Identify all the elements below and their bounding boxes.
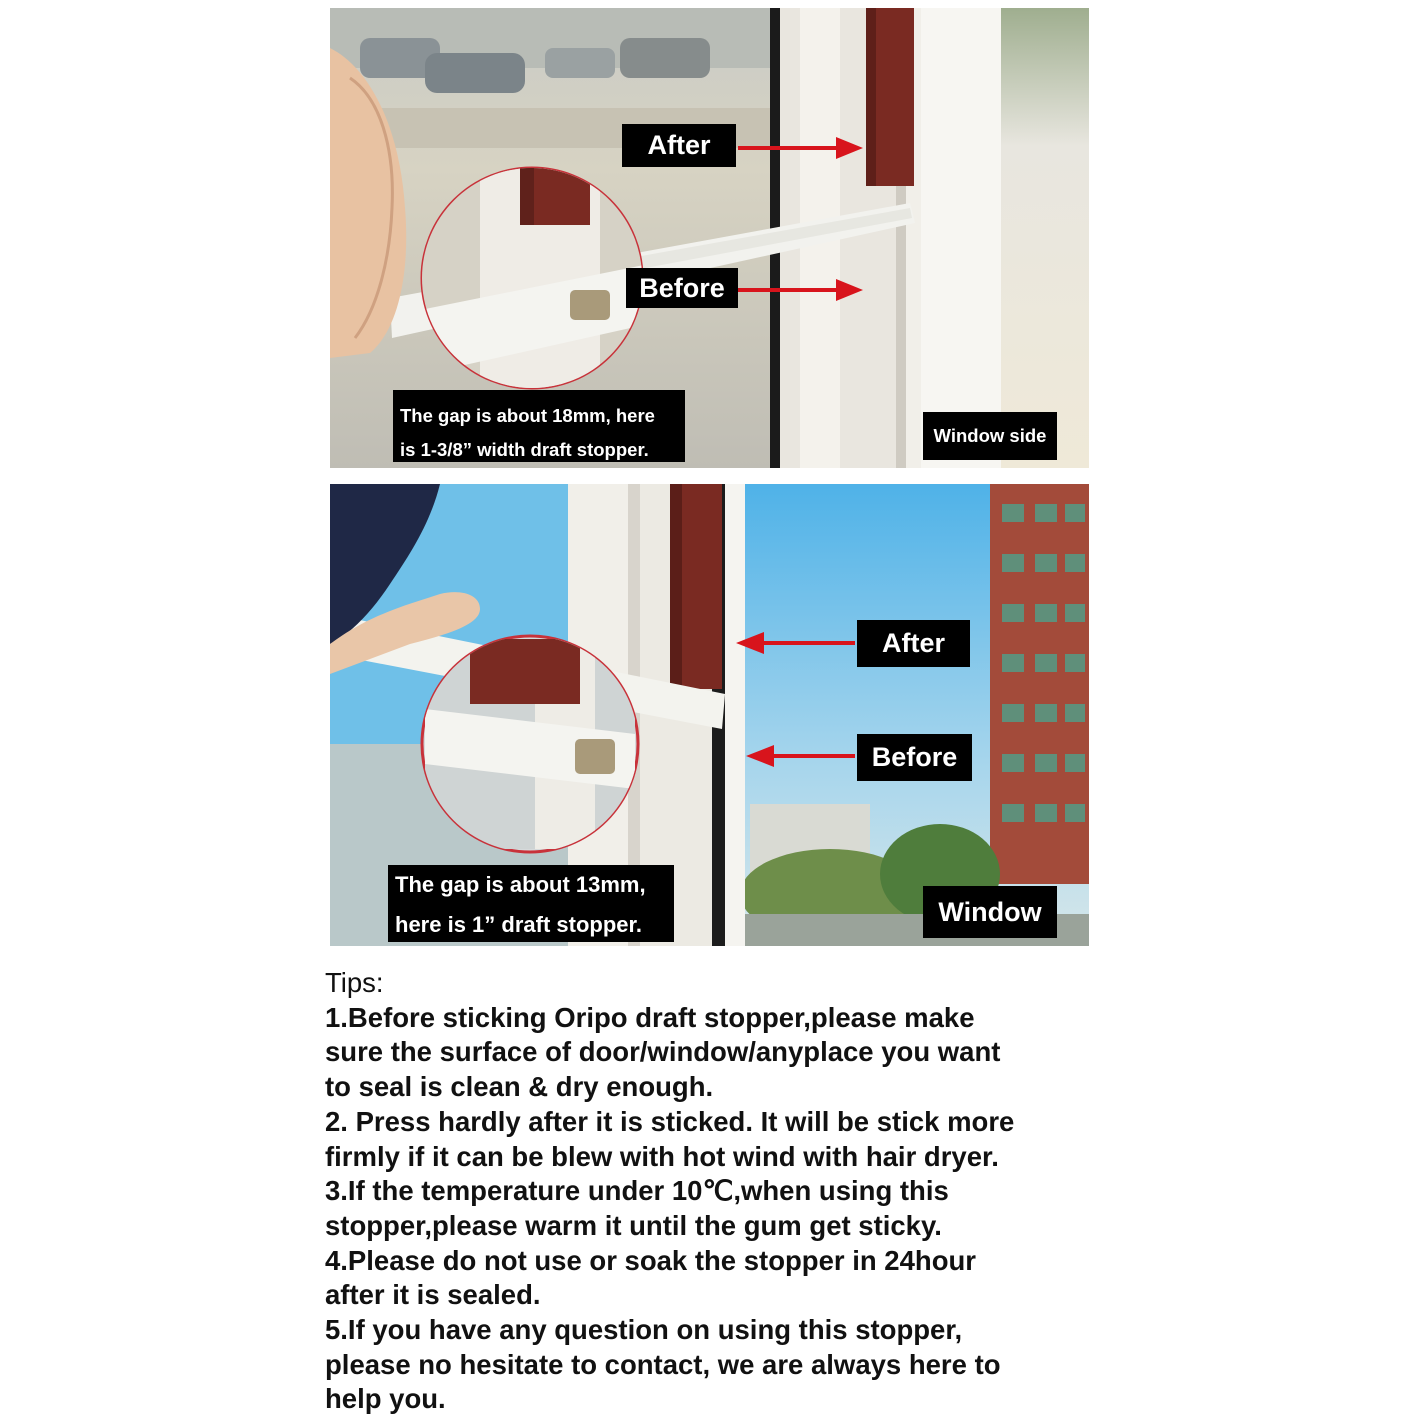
tips-line: stopper,please warm it until the gum get sticky. (325, 1209, 942, 1241)
after-arrow-icon (736, 632, 855, 654)
caption-line: is 1-3/8” width draft stopper. (400, 439, 649, 460)
before-label: Before (626, 268, 738, 308)
after-label: After (622, 124, 736, 167)
before-label: Before (857, 734, 972, 781)
tips-line: 4.Please do not use or soak the stopper in 24hour (325, 1244, 976, 1276)
after-label: After (857, 620, 970, 667)
photo-panel-window (330, 484, 1089, 946)
tips-line: 3.If the temperature under 10℃,when using this (325, 1175, 949, 1207)
tips-title: Tips: (325, 967, 384, 998)
before-arrow-icon (738, 279, 863, 301)
side-label: Window side (923, 412, 1057, 460)
tips-line: firmly if it can be blew with hot wind with hair dryer. (325, 1140, 999, 1172)
tips-line: to seal is clean & dry enough. (325, 1071, 714, 1103)
caption-line: here is 1” draft stopper. (395, 912, 642, 937)
before-arrow-icon (746, 745, 855, 767)
tips-line: 5.If you have any question on using this stopper, (325, 1314, 963, 1346)
photo-panel-window-side (330, 8, 1089, 468)
caption-line: The gap is about 18mm, here (400, 405, 655, 426)
caption-line: The gap is about 13mm, (395, 872, 646, 897)
gap-caption (393, 390, 685, 462)
gap-caption (388, 865, 674, 942)
tips-line: please no hesitate to contact, we are always here to (325, 1348, 1001, 1380)
side-label: Window (923, 886, 1057, 938)
tips-line: 1.Before sticking Oripo draft stopper,please make (325, 1001, 975, 1033)
tips-line: 2. Press hardly after it is sticked. It will be stick more (325, 1105, 1015, 1137)
tips-line: after it is sealed. (325, 1279, 541, 1311)
after-arrow-icon (738, 137, 863, 159)
tips-line: sure the surface of door/window/anyplace you want (325, 1036, 1001, 1068)
tips-section (325, 966, 1385, 1417)
tips-line: help you. (325, 1383, 446, 1415)
